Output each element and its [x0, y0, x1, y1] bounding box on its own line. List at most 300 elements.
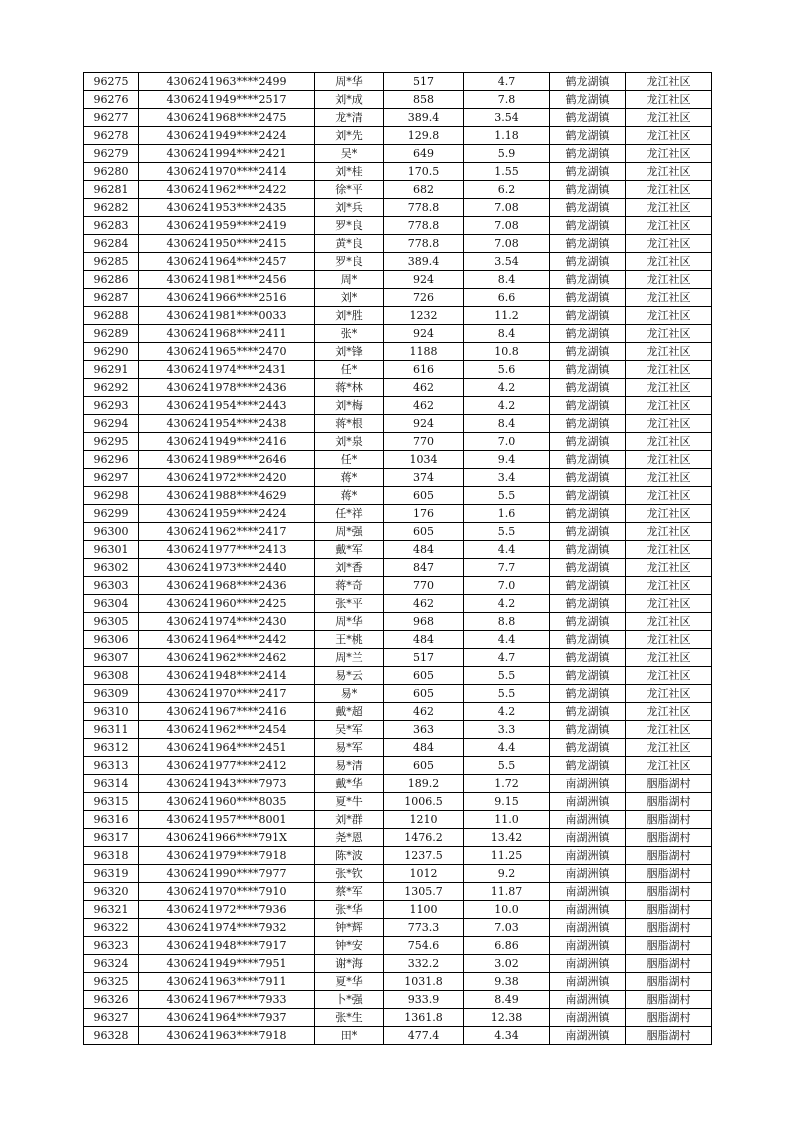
row-number-cell: 96285 — [84, 253, 139, 271]
row-number-cell: 96305 — [84, 613, 139, 631]
id-number-cell: 4306241973****2440 — [139, 559, 315, 577]
town-cell: 鹤龙湖镇 — [550, 253, 626, 271]
row-number-cell: 96308 — [84, 667, 139, 685]
row-number-cell: 96309 — [84, 685, 139, 703]
amount-cell: 1.55 — [464, 163, 550, 181]
area-cell: 1006.5 — [384, 793, 464, 811]
amount-cell: 7.08 — [464, 235, 550, 253]
area-cell: 1188 — [384, 343, 464, 361]
row-number-cell: 96296 — [84, 451, 139, 469]
area-cell: 778.8 — [384, 199, 464, 217]
town-cell: 鹤龙湖镇 — [550, 379, 626, 397]
village-cell: 龙江社区 — [626, 739, 712, 757]
town-cell: 鹤龙湖镇 — [550, 523, 626, 541]
area-cell: 477.4 — [384, 1027, 464, 1045]
town-cell: 南湖洲镇 — [550, 775, 626, 793]
area-cell: 773.3 — [384, 919, 464, 937]
id-number-cell: 4306241994****2421 — [139, 145, 315, 163]
table-row — [84, 595, 712, 613]
name-cell: 张* — [315, 325, 384, 343]
amount-cell: 7.0 — [464, 433, 550, 451]
area-cell: 933.9 — [384, 991, 464, 1009]
name-cell: 吴*军 — [315, 721, 384, 739]
area-cell: 754.6 — [384, 937, 464, 955]
village-cell: 龙江社区 — [626, 649, 712, 667]
village-cell: 龙江社区 — [626, 361, 712, 379]
row-number-cell: 96312 — [84, 739, 139, 757]
table-row — [84, 235, 712, 253]
name-cell: 刘*桂 — [315, 163, 384, 181]
area-cell: 778.8 — [384, 235, 464, 253]
row-number-cell: 96327 — [84, 1009, 139, 1027]
village-cell: 胭脂湖村 — [626, 847, 712, 865]
amount-cell: 1.72 — [464, 775, 550, 793]
area-cell: 462 — [384, 703, 464, 721]
row-number-cell: 96295 — [84, 433, 139, 451]
table-row — [84, 397, 712, 415]
town-cell: 鹤龙湖镇 — [550, 703, 626, 721]
row-number-cell: 96300 — [84, 523, 139, 541]
village-cell: 龙江社区 — [626, 343, 712, 361]
row-number-cell: 96311 — [84, 721, 139, 739]
village-cell: 龙江社区 — [626, 397, 712, 415]
row-number-cell: 96292 — [84, 379, 139, 397]
name-cell: 钟*安 — [315, 937, 384, 955]
area-cell: 924 — [384, 271, 464, 289]
village-cell: 胭脂湖村 — [626, 919, 712, 937]
name-cell: 易*云 — [315, 667, 384, 685]
name-cell: 吴* — [315, 145, 384, 163]
id-number-cell: 4306241974****2430 — [139, 613, 315, 631]
town-cell: 鹤龙湖镇 — [550, 307, 626, 325]
amount-cell: 4.7 — [464, 649, 550, 667]
village-cell: 胭脂湖村 — [626, 901, 712, 919]
village-cell: 龙江社区 — [626, 721, 712, 739]
row-number-cell: 96278 — [84, 127, 139, 145]
name-cell: 王*桃 — [315, 631, 384, 649]
name-cell: 张*平 — [315, 595, 384, 613]
town-cell: 鹤龙湖镇 — [550, 649, 626, 667]
town-cell: 鹤龙湖镇 — [550, 145, 626, 163]
village-cell: 胭脂湖村 — [626, 937, 712, 955]
id-number-cell: 4306241950****2415 — [139, 235, 315, 253]
table-row — [84, 649, 712, 667]
row-number-cell: 96321 — [84, 901, 139, 919]
town-cell: 鹤龙湖镇 — [550, 397, 626, 415]
amount-cell: 5.5 — [464, 685, 550, 703]
town-cell: 南湖洲镇 — [550, 955, 626, 973]
name-cell: 刘*泉 — [315, 433, 384, 451]
area-cell: 1361.8 — [384, 1009, 464, 1027]
town-cell: 南湖洲镇 — [550, 991, 626, 1009]
amount-cell: 7.0 — [464, 577, 550, 595]
amount-cell: 1.18 — [464, 127, 550, 145]
area-cell: 332.2 — [384, 955, 464, 973]
row-number-cell: 96326 — [84, 991, 139, 1009]
amount-cell: 11.2 — [464, 307, 550, 325]
name-cell: 刘*群 — [315, 811, 384, 829]
id-number-cell: 4306241949****2517 — [139, 91, 315, 109]
village-cell: 龙江社区 — [626, 703, 712, 721]
name-cell: 蒋* — [315, 487, 384, 505]
town-cell: 南湖洲镇 — [550, 811, 626, 829]
table-row — [84, 343, 712, 361]
town-cell: 鹤龙湖镇 — [550, 271, 626, 289]
area-cell: 726 — [384, 289, 464, 307]
name-cell: 龙*清 — [315, 109, 384, 127]
id-number-cell: 4306241963****7911 — [139, 973, 315, 991]
row-number-cell: 96275 — [84, 73, 139, 91]
town-cell: 南湖洲镇 — [550, 1027, 626, 1045]
town-cell: 鹤龙湖镇 — [550, 361, 626, 379]
row-number-cell: 96325 — [84, 973, 139, 991]
town-cell: 鹤龙湖镇 — [550, 325, 626, 343]
village-cell: 龙江社区 — [626, 271, 712, 289]
town-cell: 鹤龙湖镇 — [550, 559, 626, 577]
village-cell: 龙江社区 — [626, 181, 712, 199]
id-number-cell: 4306241962****2462 — [139, 649, 315, 667]
amount-cell: 4.2 — [464, 703, 550, 721]
area-cell: 484 — [384, 631, 464, 649]
id-number-cell: 4306241988****4629 — [139, 487, 315, 505]
name-cell: 刘* — [315, 289, 384, 307]
town-cell: 鹤龙湖镇 — [550, 757, 626, 775]
village-cell: 龙江社区 — [626, 163, 712, 181]
table-row — [84, 163, 712, 181]
id-number-cell: 4306241967****7933 — [139, 991, 315, 1009]
name-cell: 蒋*林 — [315, 379, 384, 397]
village-cell: 胭脂湖村 — [626, 775, 712, 793]
id-number-cell: 4306241978****2436 — [139, 379, 315, 397]
town-cell: 鹤龙湖镇 — [550, 577, 626, 595]
name-cell: 刘*成 — [315, 91, 384, 109]
amount-cell: 7.03 — [464, 919, 550, 937]
row-number-cell: 96323 — [84, 937, 139, 955]
area-cell: 462 — [384, 595, 464, 613]
area-cell: 389.4 — [384, 253, 464, 271]
row-number-cell: 96324 — [84, 955, 139, 973]
id-number-cell: 4306241974****7932 — [139, 919, 315, 937]
amount-cell: 10.8 — [464, 343, 550, 361]
name-cell: 罗*良 — [315, 217, 384, 235]
name-cell: 刘*香 — [315, 559, 384, 577]
area-cell: 189.2 — [384, 775, 464, 793]
town-cell: 鹤龙湖镇 — [550, 433, 626, 451]
name-cell: 戴*华 — [315, 775, 384, 793]
amount-cell: 4.2 — [464, 379, 550, 397]
name-cell: 周*华 — [315, 613, 384, 631]
table-row — [84, 937, 712, 955]
table-row — [84, 613, 712, 631]
amount-cell: 4.4 — [464, 739, 550, 757]
table-row — [84, 361, 712, 379]
row-number-cell: 96282 — [84, 199, 139, 217]
table-row — [84, 271, 712, 289]
row-number-cell: 96280 — [84, 163, 139, 181]
amount-cell: 8.4 — [464, 271, 550, 289]
area-cell: 968 — [384, 613, 464, 631]
name-cell: 蔡*军 — [315, 883, 384, 901]
row-number-cell: 96291 — [84, 361, 139, 379]
id-number-cell: 4306241970****2414 — [139, 163, 315, 181]
area-cell: 924 — [384, 325, 464, 343]
village-cell: 胭脂湖村 — [626, 829, 712, 847]
town-cell: 鹤龙湖镇 — [550, 667, 626, 685]
area-cell: 1012 — [384, 865, 464, 883]
area-cell: 605 — [384, 667, 464, 685]
row-number-cell: 96307 — [84, 649, 139, 667]
id-number-cell: 4306241960****8035 — [139, 793, 315, 811]
village-cell: 龙江社区 — [626, 613, 712, 631]
town-cell: 鹤龙湖镇 — [550, 721, 626, 739]
name-cell: 易*军 — [315, 739, 384, 757]
table-row — [84, 487, 712, 505]
village-cell: 龙江社区 — [626, 145, 712, 163]
area-cell: 1034 — [384, 451, 464, 469]
area-cell: 363 — [384, 721, 464, 739]
amount-cell: 9.4 — [464, 451, 550, 469]
name-cell: 陈*波 — [315, 847, 384, 865]
id-number-cell: 4306241949****7951 — [139, 955, 315, 973]
village-cell: 胭脂湖村 — [626, 865, 712, 883]
area-cell: 1305.7 — [384, 883, 464, 901]
village-cell: 胭脂湖村 — [626, 1027, 712, 1045]
id-number-cell: 4306241990****7977 — [139, 865, 315, 883]
row-number-cell: 96283 — [84, 217, 139, 235]
town-cell: 鹤龙湖镇 — [550, 631, 626, 649]
id-number-cell: 4306241957****8001 — [139, 811, 315, 829]
table-body — [84, 73, 712, 1045]
village-cell: 龙江社区 — [626, 379, 712, 397]
town-cell: 鹤龙湖镇 — [550, 289, 626, 307]
row-number-cell: 96315 — [84, 793, 139, 811]
id-number-cell: 4306241972****2420 — [139, 469, 315, 487]
village-cell: 龙江社区 — [626, 505, 712, 523]
table-row — [84, 217, 712, 235]
town-cell: 鹤龙湖镇 — [550, 163, 626, 181]
amount-cell: 10.0 — [464, 901, 550, 919]
table-row — [84, 919, 712, 937]
table-row — [84, 559, 712, 577]
village-cell: 龙江社区 — [626, 631, 712, 649]
village-cell: 龙江社区 — [626, 73, 712, 91]
row-number-cell: 96328 — [84, 1027, 139, 1045]
name-cell: 刘*兵 — [315, 199, 384, 217]
table-row — [84, 379, 712, 397]
table-row — [84, 433, 712, 451]
amount-cell: 12.38 — [464, 1009, 550, 1027]
town-cell: 鹤龙湖镇 — [550, 127, 626, 145]
town-cell: 鹤龙湖镇 — [550, 235, 626, 253]
amount-cell: 7.8 — [464, 91, 550, 109]
amount-cell: 3.3 — [464, 721, 550, 739]
id-number-cell: 4306241989****2646 — [139, 451, 315, 469]
town-cell: 南湖洲镇 — [550, 883, 626, 901]
town-cell: 鹤龙湖镇 — [550, 109, 626, 127]
name-cell: 刘*先 — [315, 127, 384, 145]
name-cell: 夏*牛 — [315, 793, 384, 811]
id-number-cell: 4306241981****2456 — [139, 271, 315, 289]
row-number-cell: 96279 — [84, 145, 139, 163]
name-cell: 徐*平 — [315, 181, 384, 199]
table-row — [84, 757, 712, 775]
village-cell: 龙江社区 — [626, 595, 712, 613]
area-cell: 924 — [384, 415, 464, 433]
village-cell: 龙江社区 — [626, 253, 712, 271]
row-number-cell: 96301 — [84, 541, 139, 559]
name-cell: 蒋*根 — [315, 415, 384, 433]
id-number-cell: 4306241963****7918 — [139, 1027, 315, 1045]
table-row — [84, 775, 712, 793]
name-cell: 易*清 — [315, 757, 384, 775]
village-cell: 龙江社区 — [626, 127, 712, 145]
amount-cell: 6.6 — [464, 289, 550, 307]
id-number-cell: 4306241954****2443 — [139, 397, 315, 415]
town-cell: 南湖洲镇 — [550, 919, 626, 937]
row-number-cell: 96319 — [84, 865, 139, 883]
name-cell: 罗*良 — [315, 253, 384, 271]
town-cell: 鹤龙湖镇 — [550, 505, 626, 523]
row-number-cell: 96288 — [84, 307, 139, 325]
village-cell: 龙江社区 — [626, 91, 712, 109]
name-cell: 蒋* — [315, 469, 384, 487]
row-number-cell: 96310 — [84, 703, 139, 721]
id-number-cell: 4306241977****2413 — [139, 541, 315, 559]
table-row — [84, 631, 712, 649]
table-row — [84, 883, 712, 901]
table-row — [84, 721, 712, 739]
village-cell: 龙江社区 — [626, 415, 712, 433]
town-cell: 鹤龙湖镇 — [550, 415, 626, 433]
amount-cell: 5.9 — [464, 145, 550, 163]
row-number-cell: 96281 — [84, 181, 139, 199]
area-cell: 770 — [384, 433, 464, 451]
table-row — [84, 811, 712, 829]
area-cell: 462 — [384, 379, 464, 397]
area-cell: 176 — [384, 505, 464, 523]
row-number-cell: 96317 — [84, 829, 139, 847]
village-cell: 龙江社区 — [626, 433, 712, 451]
name-cell: 张*华 — [315, 901, 384, 919]
village-cell: 龙江社区 — [626, 685, 712, 703]
table-row — [84, 505, 712, 523]
table-row — [84, 469, 712, 487]
town-cell: 鹤龙湖镇 — [550, 451, 626, 469]
amount-cell: 11.0 — [464, 811, 550, 829]
table-row — [84, 415, 712, 433]
row-number-cell: 96290 — [84, 343, 139, 361]
amount-cell: 8.49 — [464, 991, 550, 1009]
row-number-cell: 96276 — [84, 91, 139, 109]
village-cell: 胭脂湖村 — [626, 955, 712, 973]
town-cell: 南湖洲镇 — [550, 973, 626, 991]
village-cell: 龙江社区 — [626, 757, 712, 775]
row-number-cell: 96294 — [84, 415, 139, 433]
id-number-cell: 4306241964****2442 — [139, 631, 315, 649]
table-row — [84, 991, 712, 1009]
area-cell: 517 — [384, 73, 464, 91]
id-number-cell: 4306241964****2451 — [139, 739, 315, 757]
area-cell: 517 — [384, 649, 464, 667]
id-number-cell: 4306241948****2414 — [139, 667, 315, 685]
amount-cell: 9.15 — [464, 793, 550, 811]
area-cell: 778.8 — [384, 217, 464, 235]
village-cell: 龙江社区 — [626, 469, 712, 487]
amount-cell: 7.08 — [464, 199, 550, 217]
amount-cell: 7.7 — [464, 559, 550, 577]
area-cell: 605 — [384, 685, 464, 703]
village-cell: 龙江社区 — [626, 199, 712, 217]
table-row — [84, 199, 712, 217]
table-row — [84, 307, 712, 325]
amount-cell: 3.4 — [464, 469, 550, 487]
table-row — [84, 181, 712, 199]
id-number-cell: 4306241949****2424 — [139, 127, 315, 145]
village-cell: 龙江社区 — [626, 235, 712, 253]
amount-cell: 3.54 — [464, 109, 550, 127]
name-cell: 周*强 — [315, 523, 384, 541]
id-number-cell: 4306241949****2416 — [139, 433, 315, 451]
village-cell: 龙江社区 — [626, 289, 712, 307]
name-cell: 戴*军 — [315, 541, 384, 559]
table-row — [84, 955, 712, 973]
town-cell: 鹤龙湖镇 — [550, 595, 626, 613]
name-cell: 尧*恩 — [315, 829, 384, 847]
table-row — [84, 127, 712, 145]
area-cell: 858 — [384, 91, 464, 109]
amount-cell: 8.4 — [464, 325, 550, 343]
town-cell: 鹤龙湖镇 — [550, 469, 626, 487]
town-cell: 鹤龙湖镇 — [550, 73, 626, 91]
table-row — [84, 973, 712, 991]
town-cell: 鹤龙湖镇 — [550, 739, 626, 757]
table-row — [84, 289, 712, 307]
area-cell: 170.5 — [384, 163, 464, 181]
village-cell: 胭脂湖村 — [626, 811, 712, 829]
area-cell: 605 — [384, 523, 464, 541]
row-number-cell: 96316 — [84, 811, 139, 829]
area-cell: 484 — [384, 541, 464, 559]
table-row — [84, 73, 712, 91]
amount-cell: 4.34 — [464, 1027, 550, 1045]
id-number-cell: 4306241964****7937 — [139, 1009, 315, 1027]
area-cell: 616 — [384, 361, 464, 379]
table-row — [84, 1027, 712, 1045]
row-number-cell: 96277 — [84, 109, 139, 127]
amount-cell: 6.2 — [464, 181, 550, 199]
town-cell: 鹤龙湖镇 — [550, 217, 626, 235]
id-number-cell: 4306241972****7936 — [139, 901, 315, 919]
row-number-cell: 96306 — [84, 631, 139, 649]
id-number-cell: 4306241953****2435 — [139, 199, 315, 217]
amount-cell: 13.42 — [464, 829, 550, 847]
area-cell: 605 — [384, 757, 464, 775]
amount-cell: 4.7 — [464, 73, 550, 91]
town-cell: 南湖洲镇 — [550, 793, 626, 811]
area-cell: 374 — [384, 469, 464, 487]
village-cell: 龙江社区 — [626, 523, 712, 541]
id-number-cell: 4306241962****2417 — [139, 523, 315, 541]
row-number-cell: 96303 — [84, 577, 139, 595]
id-number-cell: 4306241970****7910 — [139, 883, 315, 901]
town-cell: 鹤龙湖镇 — [550, 613, 626, 631]
row-number-cell: 96293 — [84, 397, 139, 415]
id-number-cell: 4306241948****7917 — [139, 937, 315, 955]
table-row — [84, 541, 712, 559]
town-cell: 鹤龙湖镇 — [550, 541, 626, 559]
area-cell: 1232 — [384, 307, 464, 325]
village-cell: 胭脂湖村 — [626, 1009, 712, 1027]
